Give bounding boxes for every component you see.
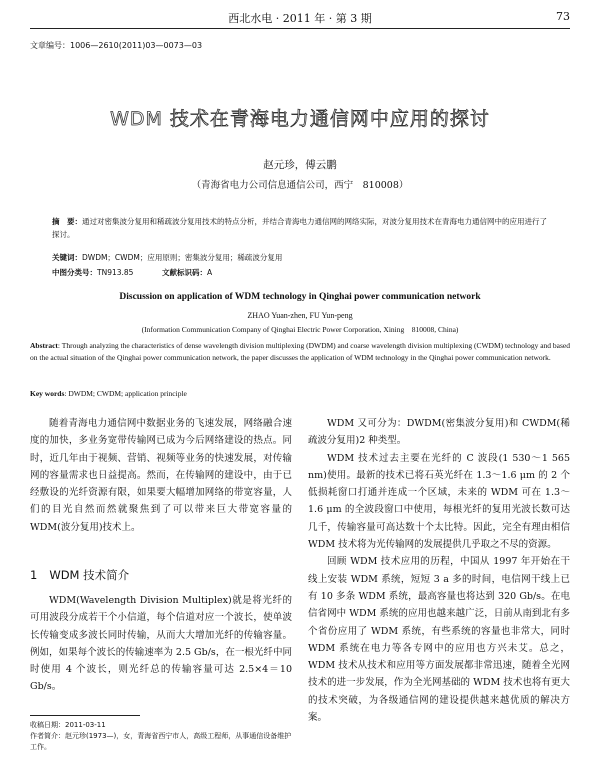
intro-paragraph: 随着青海电力通信网中数据业务的飞速发展，网络融合速度的加快，多业务宽带传输网已成为今后网络建设的热点。同时，近几年由于视频、营销、视频等业务的快速发展，对传输网的容量需求也日益提高。然而，在传输网的建设中，由于已经敷设的光纤资源有限，如果要大幅增加网络的带宽容量，人们的目光自然而然就聚焦到了可以带来巨大带宽容量的 WDM(波分复用)技术上。: [30, 418, 292, 533]
right-column: [308, 415, 570, 726]
abstract-cn: [52, 216, 548, 241]
footnote-author-bio: 作者简介：赵元珍(1973—)，女，青海省西宁市人，高级工程师，从事通信设备维护工作。: [30, 732, 292, 751]
affiliation: （青海省电力公司信息通信公司，西宁 810008）: [191, 180, 409, 191]
keywords-cn: [52, 252, 282, 263]
left-column-intro: [30, 415, 292, 536]
authors: 赵元珍，傅云鹏: [263, 159, 337, 171]
clc-label: 中图分类号：: [52, 268, 97, 277]
right-paragraph-2: WDM 技术过去主要在光纤的 C 波段(1 530～1 565 nm)使用。最新的技术已将石英光纤在 1.3～1.6 μm 的 2 个低损耗窗口打通并连成一个区域，未来的 WDM 可在 1.3～1.6 μm 的全波段窗口中使用，每根光纤的复用光波长数可达几千，传输容量可高达数十个太比特。因此，完全有理由相信 WDM 技术将为光传输网的发展提供几乎取之不尽的资源。: [308, 452, 570, 551]
journal-name: 西北水电 · 2011 年 · 第 3 期: [228, 12, 372, 25]
english-abstract: [30, 340, 570, 364]
doc-id: [162, 267, 212, 278]
classification-row: [52, 267, 213, 278]
abstract-cn-label: 摘 要：: [52, 217, 82, 226]
section-number: 1: [30, 568, 38, 582]
english-title: Discussion on application of WDM technology in Qinghai power communication network: [119, 292, 481, 302]
footnote-rule: [30, 715, 140, 716]
right-paragraph-1: WDM 又可分为：DWDM(密集波分复用)和 CWDM(稀疏波分复用)2 种类型。: [308, 418, 570, 447]
doc-code: A: [207, 268, 213, 277]
abstract-cn-text: 通过对密集波分复用和稀疏波分复用技术的特点分析，并结合青海电力通信网的网络实际，对波分复用技术在青海电力通信网中的应用进行了探讨。: [52, 217, 547, 239]
english-keywords: [30, 389, 187, 398]
section-heading: [30, 567, 129, 583]
right-paragraph-3: 回顾 WDM 技术应用的历程，中国从 1997 年开始在干线上安装 WDM 系统，短短 3 a 多的时间，电信网干线上已有 10 多条 WDM 系统，最高容量也将达到 320 Gb/s。在电信省网中 WDM 系统的应用也越来越广泛，日前从南到北有多个省份应用了 WDM 系统，有些系统的容量也非常大，同时 WDM 系统在电力等各专网中的应用也方兴未艾。总之，WDM 技术从技术和应用等方面发展都非常迅速，随着全光网技术的进一步发展，作为全光网基础的 WDM 技术也将有更大的技术突破，为各级通信网的建设提供越来越优质的解决方案。: [308, 556, 570, 724]
running-header: [30, 10, 570, 29]
article-number: 文章编号：1006—2610(2011)03—0073—03: [30, 41, 203, 50]
keywords-cn-label: 关键词：: [52, 253, 82, 262]
english-authors: ZHAO Yuan-zhen, FU Yun-peng: [247, 311, 353, 320]
english-abstract-label: Abstract: [30, 341, 58, 350]
page-number: 73: [556, 10, 570, 23]
keywords-cn-text: DWDM；CWDM；应用原则；密集波分复用；稀疏波分复用: [82, 253, 283, 262]
clc-code: TN913.85: [97, 268, 134, 277]
english-abstract-text: : Through analyzing the characteristics of dense wavelength division multiplexing (DWDM) and coarse wavelength division multiplexing (CWDM) technology and based on the actual situation of the Qinghai power communication network, the paper discusses the application of WDM technology in the Qinghai power communication network.: [30, 341, 570, 362]
paper-title: WDM 技术在青海电力通信网中应用的探讨: [110, 108, 490, 130]
english-affiliation: (Information Communication Company of Qinghai Electric Power Corporation, Xining 810008, China): [141, 325, 459, 334]
section-paragraph: WDM(Wavelength Division Multiplex)就是将光纤的可用波段分成若干个小信道，每个信道对应一个波长，使单波长传输变成多波长同时传输，从而大大增加光纤的传输容量。例如，如果每个波长的传输速率为 2.5 Gb/s，在一根光纤中同时使用 4 个波长，则光纤总的传输容量可达 2.5×4＝10 Gb/s。: [30, 595, 292, 693]
section-title: WDM 技术简介: [49, 568, 130, 582]
doc-label: 文献标识码：: [162, 268, 207, 277]
footnote: [30, 720, 292, 753]
english-keywords-label: Key words: [30, 389, 65, 398]
english-keywords-text: : DWDM; CWDM; application principle: [64, 389, 187, 398]
left-column-section: [30, 592, 292, 696]
footnote-received: 收稿日期：2011-03-11: [30, 721, 106, 729]
